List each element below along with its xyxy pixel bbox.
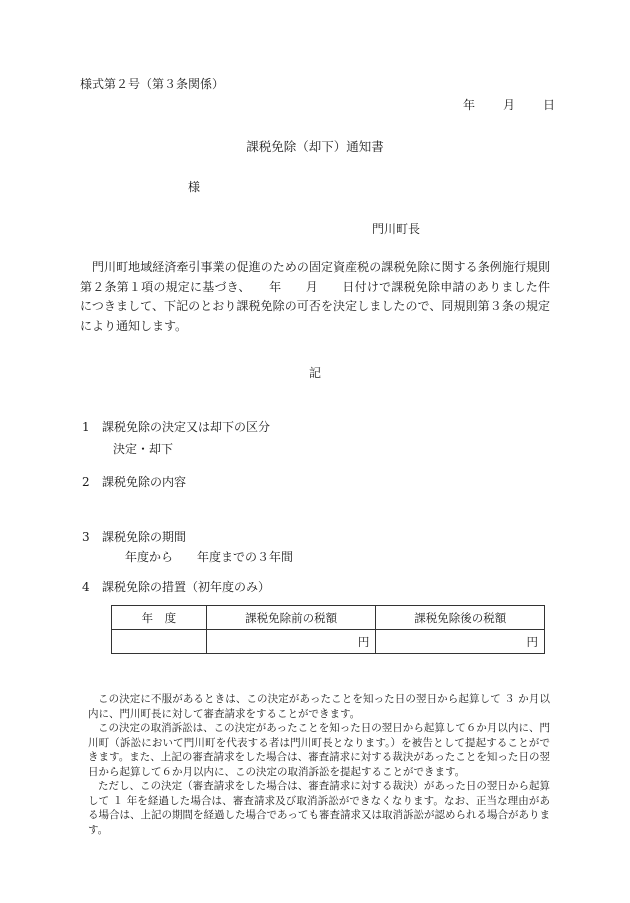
form-number: 様式第２号（第３条関係）	[80, 77, 225, 91]
section-number: 2	[82, 475, 90, 489]
ki-heading: 記	[308, 366, 321, 380]
section-4	[82, 578, 270, 595]
table-header-row	[112, 606, 545, 630]
date-month: 月	[503, 98, 516, 112]
section-1	[82, 418, 270, 435]
issuer: 門川町長	[372, 222, 421, 236]
notice-paragraph: この決定の取消訴訟は、この決定があったことを知った日の翌日から起算して６か月以内に、門川町（訴訟において門川町を代表する者は門川町長となります。）を被告として提起することができます。また、上記の審査請求をした場合は、審査請求に対する裁決があったことを知った日の翌日から起算して６か月以内に、この決定の取消訴訟を提起することができます。	[88, 722, 550, 778]
date-year: 年	[463, 98, 476, 112]
addressee-suffix: 様	[188, 180, 201, 194]
section-2	[82, 473, 186, 490]
notice-paragraph: この決定に不服があるときは、この決定があったことを知った日の翌日から起算して ３ か月以内に、門川町長に対して審査請求をすることができます。	[88, 693, 550, 720]
section-title: 課税免除の措置（初年度のみ）	[102, 580, 271, 594]
section-title: 課税免除の内容	[102, 475, 187, 489]
tax-exemption-table	[111, 605, 545, 654]
table-row	[112, 630, 545, 654]
header-fiscal-year: 年 度	[112, 606, 207, 630]
section-title: 課税免除の期間	[102, 530, 187, 544]
cell-fiscal-year	[112, 630, 207, 654]
header-tax-before: 課税免除前の税額	[206, 606, 376, 630]
body-paragraph: 門川町地域経済牽引事業の促進のための固定資産税の課税免除に関する条例施行規則第２条第１項の規定に基づき、 年 月 日付けで課税免除申請のありました件につきまして、下記のとおり課税免除の可否を決定しましたので、同規則第３条の規定により通知します。	[80, 260, 550, 333]
notice-paragraph: ただし、この決定（審査請求をした場合は、審査請求に対する裁決）があった日の翌日から起算して １ 年を経過した場合は、審査請求及び取消訴訟ができなくなります。なお、正当な理由がある場合は、上記の期間を経過した場合であっても審査請求又は取消訴訟が認められる場合があります。	[88, 780, 550, 836]
section-number: 1	[82, 420, 90, 434]
section-1-content: 決定・却下	[113, 442, 174, 456]
section-title: 課税免除の決定又は却下の区分	[102, 420, 271, 434]
appeal-notice	[88, 692, 550, 837]
section-3	[82, 528, 186, 545]
section-number: 4	[82, 580, 90, 594]
section-number: 3	[82, 530, 90, 544]
section-3-content: 年度から 年度までの３年間	[125, 550, 294, 564]
cell-tax-before: 円	[206, 630, 376, 654]
cell-tax-after: 円	[376, 630, 545, 654]
date-day: 日	[543, 98, 556, 112]
header-tax-after: 課税免除後の税額	[376, 606, 545, 630]
date-line	[463, 96, 555, 113]
document-title: 課税免除（却下）通知書	[246, 139, 384, 154]
